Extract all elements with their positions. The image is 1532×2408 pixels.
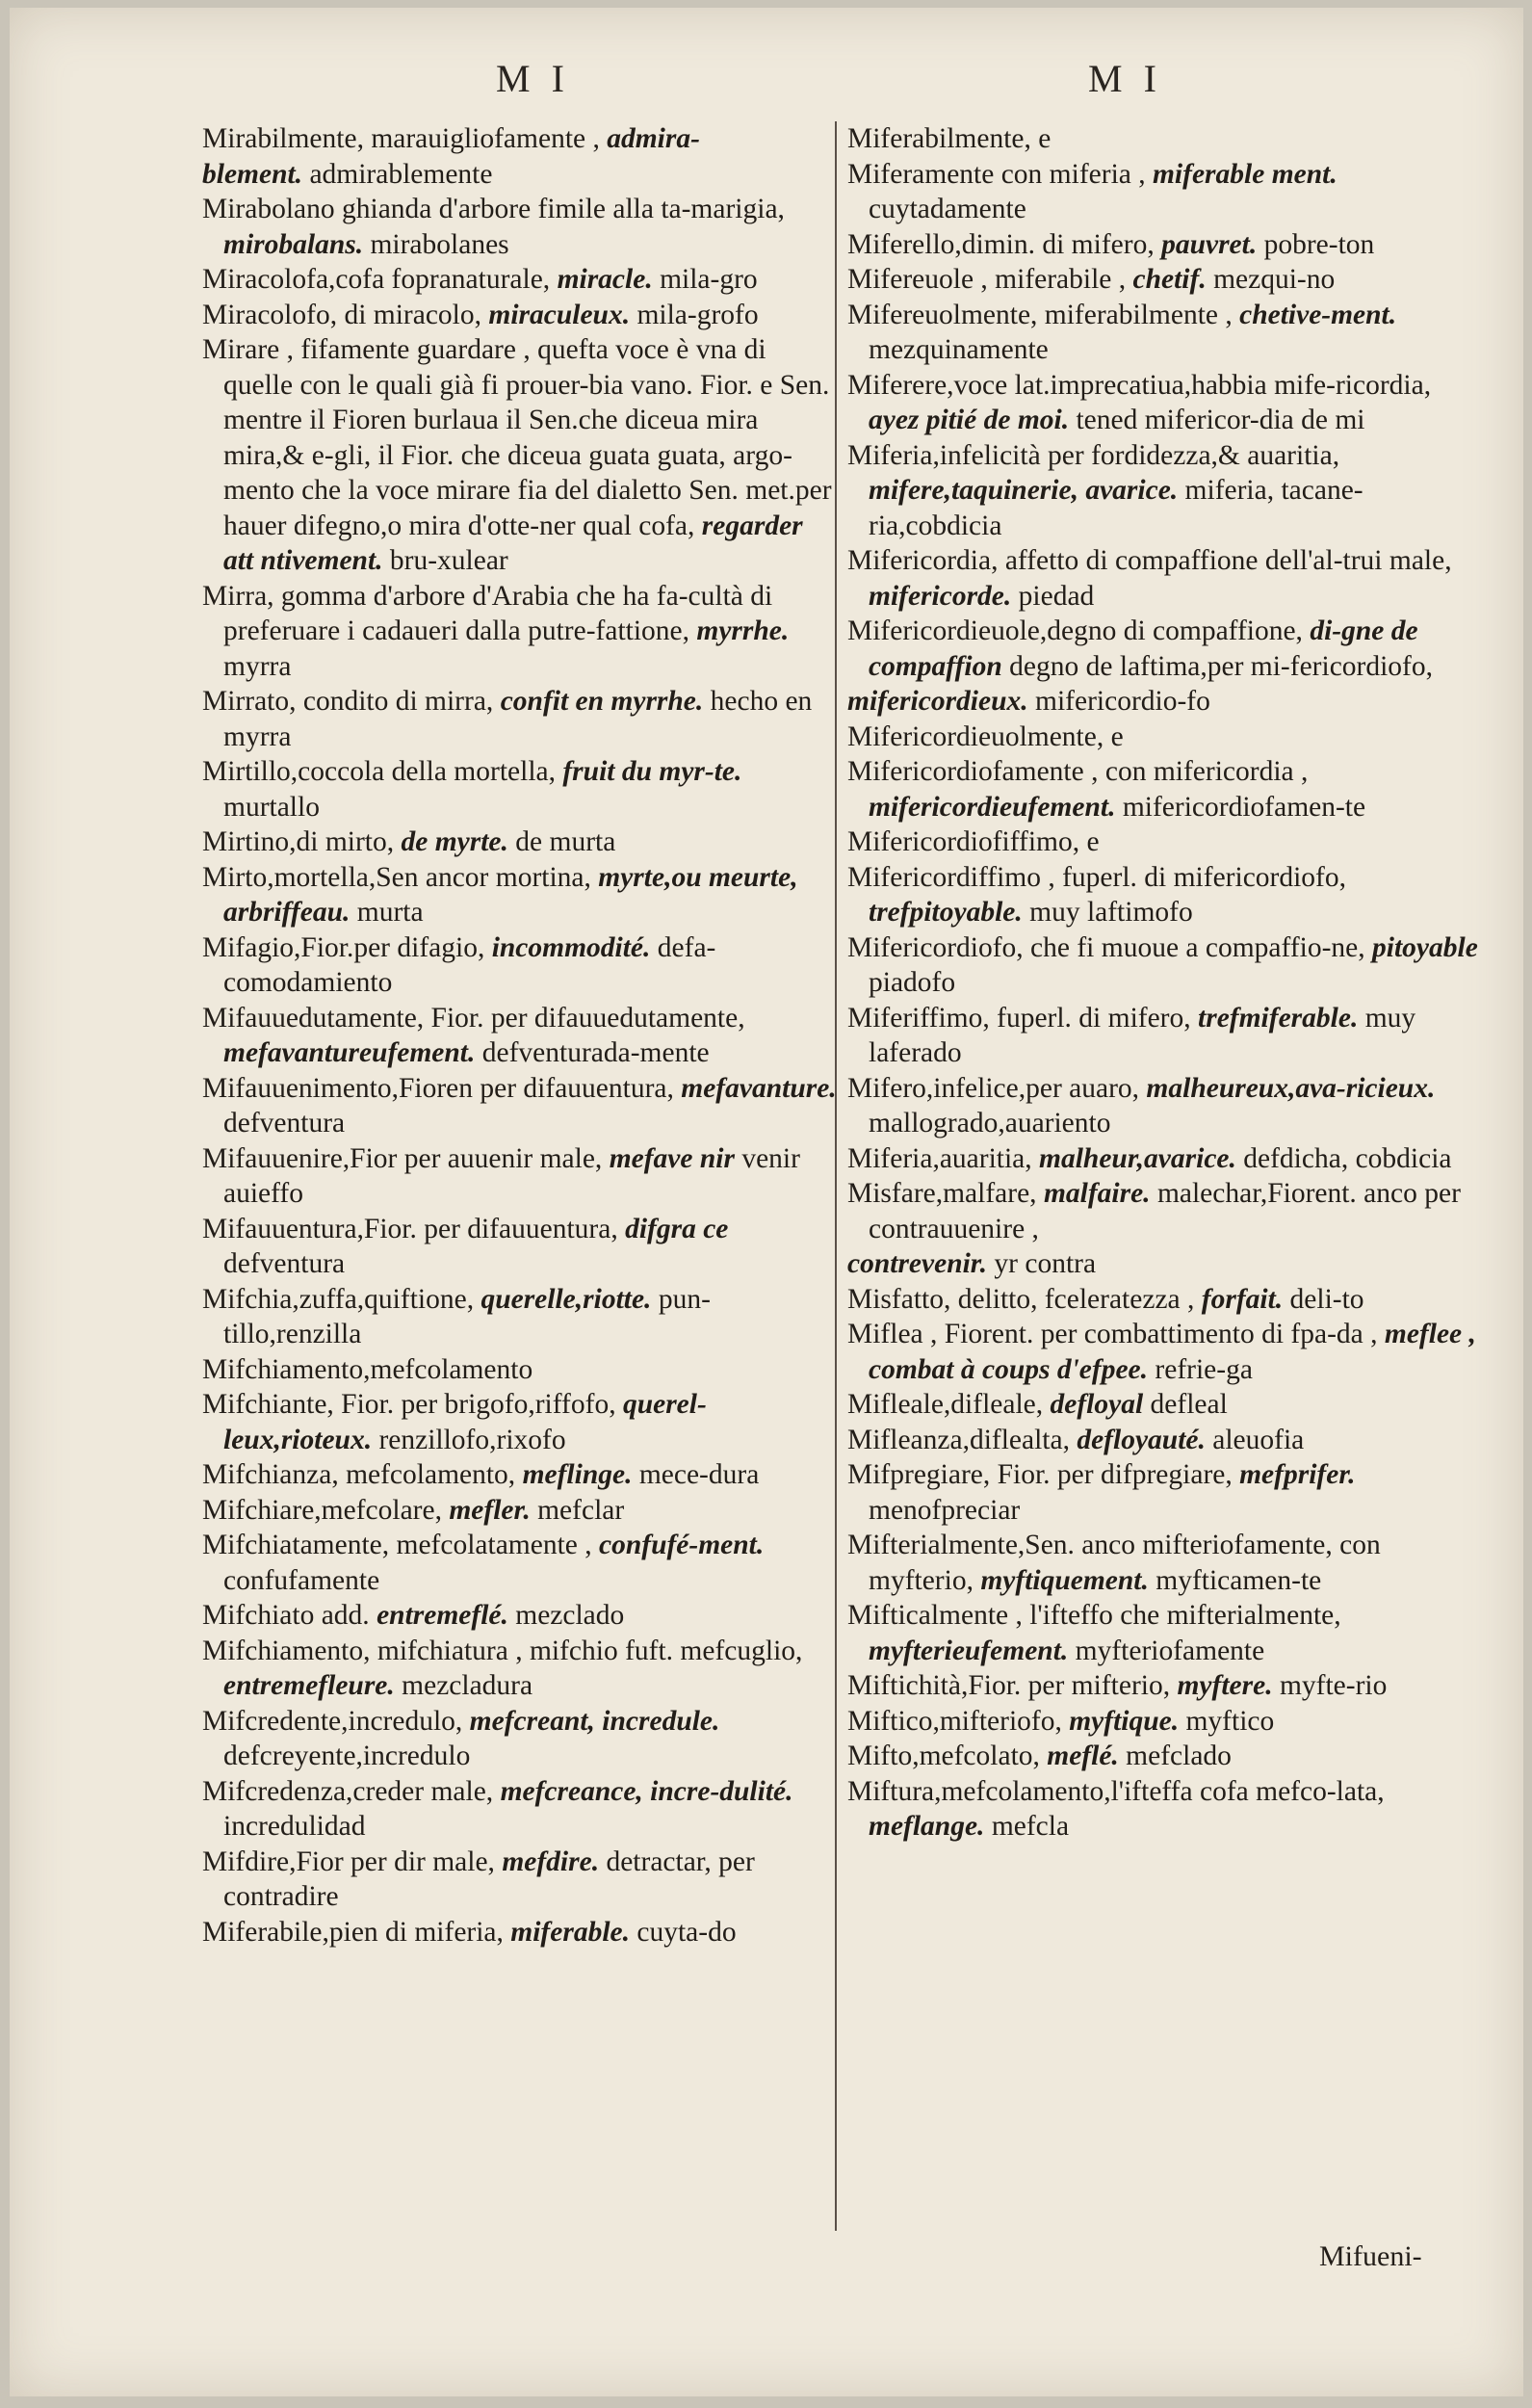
entry-french: contrevenir. — [847, 1248, 988, 1279]
entry-french: trefpitoyable. — [869, 897, 1023, 928]
dictionary-entry — [202, 930, 838, 1001]
entry-spanish: refrie-ga — [1155, 1353, 1253, 1385]
dictionary-entry — [202, 1634, 838, 1704]
entry-spanish: mezquinamente — [869, 334, 1049, 365]
entry-italian: Mifauuenire,Fior per auuenir male, — [202, 1142, 603, 1174]
dictionary-entry — [847, 298, 1478, 368]
entry-french: pitoyable — [1372, 931, 1478, 963]
entry-french: mefcreance, incre-dulité. — [500, 1775, 793, 1807]
dictionary-entry — [847, 930, 1478, 1001]
entry-spanish: miferia, tacane-ria,cobdicia — [869, 475, 1363, 541]
entry-italian: Mifchiamento,mefcolamento — [202, 1353, 533, 1385]
dictionary-entry — [847, 1001, 1478, 1071]
entry-italian: Miferamente con miferia , — [847, 158, 1146, 190]
dictionary-entry — [202, 332, 838, 579]
dictionary-entry — [202, 579, 838, 685]
entry-italian: Mifchiamento, mifchiatura , mifchio fuft. mefcuglio, — [202, 1635, 803, 1666]
entry-french: malheureux,ava-ricieux. — [1146, 1072, 1436, 1104]
entry-italian: Misfatto, delitto, fceleratezza , — [847, 1283, 1195, 1315]
entry-italian: Mifericordieuolmente, e — [847, 720, 1124, 752]
dictionary-entry — [847, 1176, 1478, 1246]
entry-french: querelle,riotte. — [480, 1283, 652, 1315]
entry-spanish: confufamente — [223, 1564, 380, 1596]
entry-french: meflee , combat à coups d'efpee. — [869, 1319, 1476, 1385]
entry-french: mifericordieufement. — [869, 791, 1116, 823]
entry-spanish: deli-to — [1289, 1283, 1364, 1315]
entry-french: myfterieufement. — [869, 1635, 1069, 1666]
entry-spanish: myrra — [223, 650, 292, 682]
entry-italian: Miferello,dimin. di mifero, — [847, 228, 1155, 260]
dictionary-entry — [202, 1282, 838, 1352]
entry-spanish: mezqui-no — [1213, 264, 1336, 295]
entry-french: myftique. — [1069, 1705, 1180, 1737]
entry-italian: Mirare , fifamente guardare , quefta voce è vna di quelle con le quali già fi prouer-bia vano. Fior. e Sen. mentre il Fioren burlaua il Sen.che diceua mira mira,& e-gli, il Fior. che diceua guata guata, argo-mento che la voce mirare fia del dialetto Sen. met.per hauer difegno,o mira d'otte-ner qual cofa, — [202, 334, 832, 541]
running-head-right: M I — [1088, 57, 1162, 100]
entry-spanish: mila-gro — [660, 264, 758, 295]
entry-italian: Miferia,auaritia, — [847, 1142, 1032, 1174]
dictionary-entry — [202, 1774, 838, 1845]
dictionary-entry — [847, 1457, 1478, 1528]
entry-italian: Miftico,mifteriofo, — [847, 1705, 1062, 1737]
entry-spanish: pun-tillo,renzilla — [223, 1283, 711, 1349]
entry-italian: Mifagio,Fior.per difagio, — [202, 931, 485, 963]
dictionary-entry — [847, 1704, 1478, 1740]
entry-french: mifericordieux. — [847, 686, 1028, 717]
entry-italian: Mirto,mortella,Sen ancor mortina, — [202, 861, 591, 893]
entry-spanish: muy laftimofo — [1029, 897, 1193, 928]
entry-spanish: myfticamen-te — [1155, 1564, 1322, 1596]
entry-italian: Mifero,infelice,per auaro, — [847, 1072, 1140, 1104]
entry-spanish: mila-grofo — [636, 299, 759, 330]
entry-italian: Miferabilmente, e — [847, 123, 1052, 154]
running-head-left: M I — [496, 57, 570, 100]
entry-french: meflinge. — [522, 1459, 633, 1490]
entry-spanish: defventurada-mente — [481, 1037, 710, 1068]
entry-french: miraculeux. — [488, 299, 631, 330]
entry-italian: Mifchiatamente, mefcolatamente , — [202, 1530, 592, 1560]
entry-spanish: mirabolanes — [370, 228, 509, 260]
entry-italian: Miferabile,pien di miferia, — [202, 1916, 504, 1948]
entry-italian: Mirtino,di mirto, — [202, 826, 395, 857]
entry-spanish: defventura — [223, 1108, 346, 1139]
entry-italian: Mifchiante, Fior. per brigofo,riffofo, — [202, 1389, 616, 1420]
entry-spanish: mece-dura — [638, 1459, 760, 1490]
entry-spanish: mifericordio-fo — [1035, 686, 1210, 717]
entry-italian: Mirabilmente, marauigliofamente , — [202, 123, 600, 154]
entry-french: meflange. — [869, 1811, 985, 1842]
entry-italian: Mifterialmente,Sen. anco mifteriofamente, con myfterio, — [847, 1530, 1381, 1596]
entry-french: admira- — [607, 123, 700, 154]
entry-french: pauvret. — [1161, 228, 1258, 260]
entry-spanish: pobre-ton — [1263, 228, 1375, 260]
entry-italian: Mifereuole , miferabile , — [847, 264, 1127, 295]
dictionary-entry — [847, 1668, 1478, 1704]
dictionary-page — [10, 8, 1523, 2396]
entry-italian: Mifereuolmente, miferabilmente , — [847, 299, 1233, 330]
entry-italian: Miftura,mefcolamento,l'ifteffa cofa mefco-lata, — [847, 1775, 1385, 1807]
entry-italian: Mifleale,difleale, — [847, 1389, 1044, 1420]
entry-french: ayez pitié de moi. — [869, 405, 1070, 435]
entry-french: mefavanture. — [681, 1072, 837, 1104]
entry-italian: Mifauuentura,Fior. per difauuentura, — [202, 1213, 618, 1244]
dictionary-entry — [202, 1704, 838, 1774]
entry-italian: Mirra, gomma d'arbore d'Arabia che ha fa-cultà di preferuare i cadaueri dalla putre-fattione, — [202, 580, 773, 646]
entry-spanish: myfte-rio — [1279, 1670, 1388, 1701]
entry-italian: Mifauuenimento,Fioren per difauuentura, — [202, 1072, 674, 1104]
entry-italian: Miferiffimo, fuperl. di mifero, — [847, 1002, 1191, 1034]
dictionary-entry — [202, 824, 838, 860]
entry-french: entremeflé. — [377, 1600, 508, 1631]
dictionary-entry — [847, 1598, 1478, 1668]
entry-spanish: incredulidad — [223, 1811, 366, 1842]
entry-french: chetif. — [1132, 264, 1207, 295]
dictionary-entry — [847, 157, 1478, 227]
entry-spanish: degno de laftima,per mi-fericordiofo, — [1009, 650, 1434, 682]
entry-french: miferable ment. — [1152, 158, 1337, 190]
dictionary-entry — [847, 860, 1478, 930]
entry-italian: Mifleanza,diflealta, — [847, 1424, 1070, 1455]
entry-french: de myrte. — [401, 826, 508, 857]
dictionary-entry — [202, 1528, 838, 1598]
entry-italian: Mifchiato add. — [202, 1600, 370, 1631]
dictionary-entry — [847, 1317, 1478, 1387]
entry-spanish: defcreyente,incredulo — [223, 1741, 471, 1771]
entry-french: entremefleure. — [223, 1670, 395, 1701]
entry-italian: Mifericordiofo, che fi muoue a compaffio-ne, — [847, 931, 1365, 963]
dictionary-entry — [847, 1528, 1478, 1598]
dictionary-entry — [202, 1457, 838, 1493]
entry-french: malheur,avarice. — [1039, 1142, 1236, 1174]
dictionary-entry — [202, 262, 838, 298]
entry-spanish: defa-comodamiento — [223, 931, 716, 998]
entry-french: mefave nir — [609, 1142, 735, 1174]
dictionary-entry — [847, 824, 1478, 860]
entry-french: myrte,ou meurte, arbriffeau. — [223, 861, 798, 928]
entry-spanish: mefcla — [991, 1811, 1070, 1842]
entry-spanish: menofpreciar — [869, 1494, 1021, 1526]
entry-italian: Mifchia,zuffa,quiftione, — [202, 1283, 475, 1315]
entry-french: mefler. — [449, 1494, 531, 1526]
entry-spanish: mifericordiofamen-te — [1122, 791, 1366, 823]
dictionary-entry — [202, 1493, 838, 1529]
entry-french: confufé-ment. — [599, 1530, 765, 1560]
entry-italian: Mifto,mefcolato, — [847, 1741, 1040, 1771]
entry-italian: Misfare,malfare, — [847, 1178, 1037, 1209]
entry-italian: Mifchianza, mefcolamento, — [202, 1459, 516, 1490]
entry-italian: Mifticalmente , l'ifteffo che mifterialmente, — [847, 1600, 1341, 1631]
entry-italian: Miferere,voce lat.imprecatiua,habbia mife-ricordia, — [847, 369, 1432, 401]
entry-spanish: aleuofia — [1212, 1424, 1305, 1455]
entry-spanish: defleal — [1150, 1389, 1228, 1420]
entry-italian: Mifericordia, affetto di compaffione dell'al-trui male, — [847, 545, 1452, 576]
dictionary-entry — [202, 860, 838, 930]
entry-italian: Mirtillo,coccola della mortella, — [202, 756, 556, 787]
entry-spanish: mallogrado,auariento — [869, 1108, 1111, 1139]
dictionary-entry — [202, 1001, 838, 1071]
dictionary-entry — [202, 157, 838, 193]
entry-french: incommodité. — [491, 931, 651, 963]
entry-spanish: venir auieffo — [223, 1142, 800, 1209]
dictionary-entry — [202, 1598, 838, 1634]
left-column — [202, 121, 838, 1950]
entry-french: difgra ce — [625, 1213, 729, 1244]
entry-french: forfait. — [1201, 1283, 1284, 1315]
entry-italian: Mifcredente,incredulo, — [202, 1705, 463, 1737]
dictionary-entry — [847, 1774, 1478, 1845]
entry-spanish: piadofo — [869, 967, 956, 998]
entry-french: mirobalans. — [223, 228, 364, 260]
dictionary-entry — [847, 438, 1478, 544]
entry-spanish: piedad — [1018, 580, 1095, 612]
entry-italian: Miflea , Fiorent. per combattimento di fpa-da , — [847, 1319, 1378, 1349]
dictionary-entry — [847, 1141, 1478, 1177]
entry-italian: Mirrato, condito di mirra, — [202, 686, 494, 717]
entry-spanish: de murta — [515, 826, 616, 857]
dictionary-entry — [202, 1915, 838, 1950]
dictionary-entry — [847, 614, 1478, 684]
dictionary-entry — [202, 121, 838, 157]
entry-italian: Mifericordiffimo , fuperl. di mifericordiofo, — [847, 861, 1347, 893]
dictionary-entry — [202, 1352, 838, 1388]
entry-french: blement. — [202, 158, 303, 190]
dictionary-entry — [202, 754, 838, 824]
entry-french: mefprifer. — [1239, 1459, 1356, 1490]
entry-italian: Mifericordieuole,degno di compaffione, — [847, 615, 1303, 646]
entry-french: regarder att ntivement. — [223, 510, 803, 576]
entry-italian: Mifcredenza,creder male, — [202, 1775, 494, 1807]
entry-spanish: murta — [356, 897, 424, 928]
dictionary-entry — [202, 1141, 838, 1212]
entry-french: malfaire. — [1043, 1178, 1151, 1209]
entry-french: miferable. — [510, 1916, 630, 1948]
catchword: Mifueni- — [1319, 2240, 1422, 2272]
entry-french: myftiquement. — [980, 1564, 1149, 1596]
dictionary-entry — [847, 262, 1478, 298]
entry-french: mefcreant, incredule. — [469, 1705, 720, 1737]
dictionary-entry — [847, 1739, 1478, 1774]
entry-italian: Mifpregiare, Fior. per difpregiare, — [847, 1459, 1233, 1490]
entry-italian: Mifauuedutamente, Fior. per difauuedutamente, — [202, 1002, 745, 1034]
dictionary-entry — [202, 1071, 838, 1141]
entry-spanish: defventura — [223, 1248, 346, 1279]
entry-spanish: myfteriofamente — [1075, 1635, 1265, 1666]
entry-italian: Miferia,infelicità per fordidezza,& auaritia, — [847, 439, 1340, 471]
entry-french: chetive-ment. — [1239, 299, 1397, 330]
entry-french: confit en myrrhe. — [500, 686, 704, 717]
dictionary-entry — [847, 720, 1478, 755]
entry-french: myftere. — [1177, 1670, 1273, 1701]
dictionary-entry — [847, 1387, 1478, 1423]
entry-french: trefmiferable. — [1198, 1002, 1359, 1034]
entry-french: mifericorde. — [869, 580, 1012, 612]
entry-french: meflé. — [1047, 1741, 1119, 1771]
entry-french: di-gne de compaffion — [869, 615, 1418, 682]
entry-french: mefavantureufement. — [223, 1037, 476, 1068]
entry-italian: Mifchiare,mefcolare, — [202, 1494, 442, 1526]
entry-spanish: mefclar — [537, 1494, 625, 1526]
entry-italian: Mirabolano ghianda d'arbore fimile alla ta-marigia, — [202, 194, 785, 224]
right-column — [847, 121, 1478, 1845]
entry-french: myrrhe. — [696, 615, 790, 646]
entry-french: defloyauté. — [1077, 1424, 1206, 1455]
entry-italian: Mifdire,Fior per dir male, — [202, 1845, 495, 1877]
entry-italian: Miracolofo, di miracolo, — [202, 299, 482, 330]
column-divider — [835, 121, 837, 2231]
entry-spanish: renzillofo,rixofo — [378, 1424, 566, 1455]
dictionary-entry — [202, 1845, 838, 1915]
entry-french: mefdire. — [502, 1845, 600, 1877]
entry-italian: Miftichità,Fior. per mifterio, — [847, 1670, 1171, 1701]
dictionary-entry — [847, 1071, 1478, 1141]
entry-spanish: bru-xulear — [389, 545, 508, 576]
dictionary-entry — [202, 1387, 838, 1457]
entry-spanish: yr contra — [994, 1248, 1097, 1279]
entry-spanish: cuyta-do — [636, 1916, 737, 1948]
dictionary-entry — [202, 192, 838, 262]
entry-spanish: malechar,Fiorent. anco per contrauuenire , — [869, 1178, 1461, 1244]
entry-french: miracle. — [557, 264, 653, 295]
entry-italian: Mifericordiofamente , con mifericordia , — [847, 756, 1309, 787]
dictionary-entry — [202, 684, 838, 754]
dictionary-entry — [847, 227, 1478, 263]
entry-spanish: mezcladura — [402, 1670, 533, 1701]
entry-spanish: detractar, per contradire — [223, 1845, 755, 1912]
dictionary-entry — [847, 1423, 1478, 1458]
dictionary-entry — [847, 543, 1478, 614]
entry-italian: Mifericordiofiffimo, e — [847, 826, 1100, 857]
dictionary-entry — [202, 298, 838, 333]
entry-spanish: murtallo — [223, 791, 320, 823]
entry-spanish: defdicha, cobdicia — [1243, 1142, 1452, 1174]
entry-spanish: tened mifericor-dia de mi — [1076, 405, 1365, 435]
entry-french: mifere,taquinerie, avarice. — [869, 475, 1179, 506]
dictionary-entry — [202, 1212, 838, 1282]
dictionary-entry — [847, 121, 1478, 157]
entry-spanish: cuytadamente — [869, 194, 1026, 224]
dictionary-entry — [847, 368, 1478, 438]
entry-spanish: muy laferado — [869, 1002, 1416, 1068]
dictionary-entry — [847, 1246, 1478, 1282]
entry-spanish: mefclado — [1126, 1741, 1232, 1771]
entry-french: defloyal — [1050, 1389, 1144, 1420]
dictionary-entry — [847, 1282, 1478, 1318]
entry-french: fruit du myr-te. — [562, 756, 742, 787]
dictionary-entry — [847, 684, 1478, 720]
dictionary-entry — [847, 754, 1478, 824]
entry-french: querel-leux,rioteux. — [223, 1389, 707, 1455]
entry-spanish: admirablemente — [309, 158, 493, 190]
entry-spanish: mezclado — [515, 1600, 625, 1631]
entry-spanish: hecho en myrra — [223, 686, 813, 752]
entry-spanish: myftico — [1185, 1705, 1275, 1737]
entry-italian: Miracolofa,cofa fopranaturale, — [202, 264, 551, 295]
